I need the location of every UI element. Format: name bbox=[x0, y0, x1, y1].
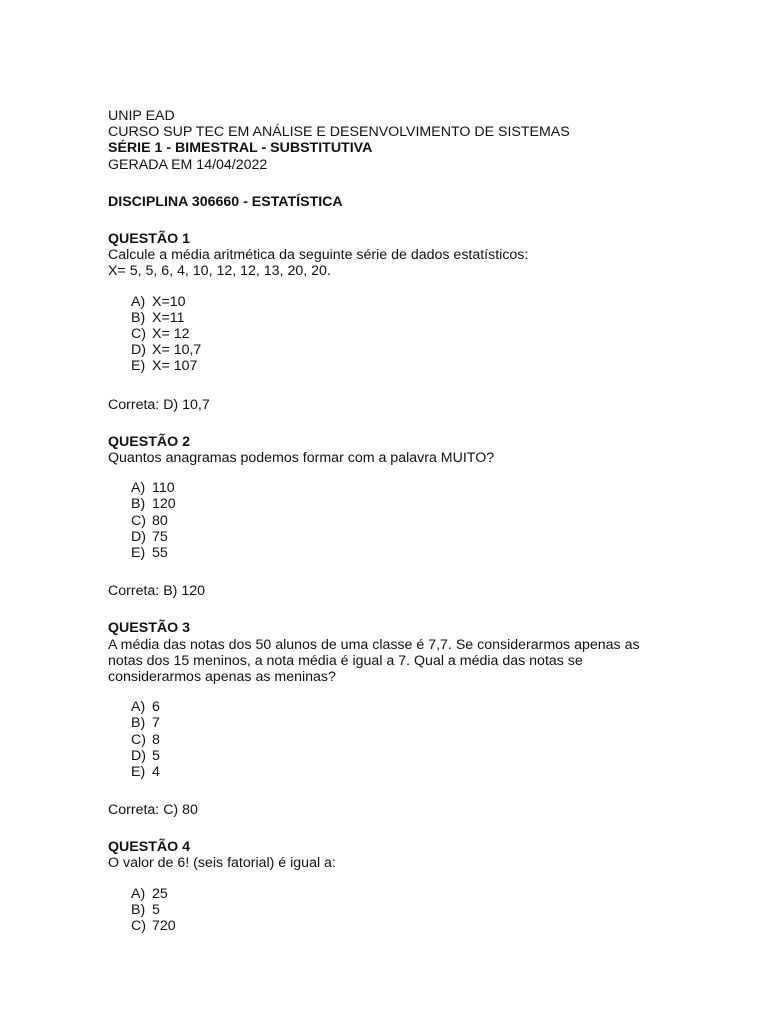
generated-date: GERADA EM 14/04/2022 bbox=[108, 156, 268, 173]
option-text: 6 bbox=[152, 699, 160, 716]
option-letter: A) bbox=[131, 480, 146, 497]
option-item bbox=[131, 496, 661, 512]
question-text-line: considerarmos apenas as meninas? bbox=[108, 668, 336, 685]
option-text: 55 bbox=[152, 544, 168, 561]
correct-answer: Correta: D) 10,7 bbox=[108, 396, 210, 413]
option-letter: A) bbox=[131, 699, 146, 716]
question-text-line: Calcule a média aritmética da seguinte série de dados estatísticos: bbox=[108, 247, 529, 264]
option-item bbox=[131, 699, 661, 715]
option-letter: E) bbox=[131, 763, 146, 780]
option-item bbox=[131, 545, 661, 561]
option-text: 7 bbox=[152, 715, 160, 732]
option-letter: B) bbox=[131, 901, 146, 918]
option-letter: C) bbox=[131, 512, 146, 529]
option-text: 80 bbox=[152, 512, 168, 529]
options-list bbox=[108, 294, 661, 375]
correct-answer: Correta: B) 120 bbox=[108, 583, 205, 600]
option-item bbox=[131, 715, 661, 731]
option-item bbox=[131, 732, 661, 748]
question-text-line: notas dos 15 meninos, a nota média é igual a 7. Qual a média das notas se bbox=[108, 652, 583, 669]
option-letter: D) bbox=[131, 342, 146, 359]
option-text: X=10 bbox=[152, 293, 186, 310]
option-text: 8 bbox=[152, 731, 160, 748]
option-text: X=11 bbox=[152, 309, 185, 326]
option-letter: B) bbox=[131, 496, 146, 513]
option-item bbox=[131, 748, 661, 764]
option-text: 120 bbox=[152, 496, 176, 513]
option-text: 720 bbox=[152, 918, 176, 935]
option-letter: C) bbox=[131, 731, 146, 748]
option-text: 5 bbox=[152, 747, 160, 764]
question-1 bbox=[108, 231, 661, 413]
option-letter: D) bbox=[131, 528, 146, 545]
option-item bbox=[131, 764, 661, 780]
question-4 bbox=[108, 839, 661, 934]
option-letter: A) bbox=[131, 885, 146, 902]
option-text: 75 bbox=[152, 528, 168, 545]
course-name: CURSO SUP TEC EM ANÁLISE E DESENVOLVIMENTO DE SISTEMAS bbox=[108, 124, 570, 141]
option-letter: E) bbox=[131, 358, 146, 375]
correct-answer: Correta: C) 80 bbox=[108, 802, 198, 819]
option-text: X= 12 bbox=[152, 326, 190, 342]
option-text: 110 bbox=[152, 480, 175, 497]
option-text: 25 bbox=[152, 885, 168, 902]
option-text: X= 107 bbox=[152, 358, 198, 375]
option-item bbox=[131, 310, 661, 326]
option-letter: A) bbox=[131, 293, 146, 310]
option-item bbox=[131, 513, 661, 529]
option-letter: C) bbox=[131, 326, 146, 342]
question-2 bbox=[108, 434, 661, 600]
question-text-line: O valor de 6! (seis fatorial) é igual a: bbox=[108, 855, 336, 872]
option-item bbox=[131, 326, 661, 342]
option-letter: E) bbox=[131, 544, 146, 561]
option-item bbox=[131, 480, 661, 496]
option-text: 4 bbox=[152, 763, 160, 780]
question-title: QUESTÃO 3 bbox=[108, 620, 190, 637]
option-letter: B) bbox=[131, 715, 146, 732]
option-item bbox=[131, 918, 661, 934]
document-page bbox=[108, 108, 661, 934]
option-item bbox=[131, 902, 661, 918]
option-letter: D) bbox=[131, 747, 146, 764]
option-item bbox=[131, 342, 661, 358]
option-item bbox=[131, 294, 661, 310]
option-letter: B) bbox=[131, 309, 146, 326]
options-list bbox=[108, 886, 661, 935]
option-letter: C) bbox=[131, 918, 146, 935]
question-title: QUESTÃO 2 bbox=[108, 433, 190, 450]
question-text-line: X= 5, 5, 6, 4, 10, 12, 12, 13, 20, 20. bbox=[108, 263, 331, 280]
document-header bbox=[108, 108, 661, 173]
question-text-line: A média das notas dos 50 alunos de uma classe é 7,7. Se considerarmos apenas as bbox=[108, 636, 640, 653]
option-item bbox=[131, 886, 661, 902]
question-3 bbox=[108, 620, 661, 818]
exam-series: SÉRIE 1 - BIMESTRAL - SUBSTITUTIVA bbox=[108, 140, 373, 157]
institution-name: UNIP EAD bbox=[108, 108, 175, 124]
options-list bbox=[108, 699, 661, 780]
discipline-title: DISCIPLINA 306660 - ESTATÍSTICA bbox=[108, 193, 343, 210]
option-text: 5 bbox=[152, 901, 160, 918]
question-title: QUESTÃO 1 bbox=[108, 231, 190, 248]
option-text: X= 10,7 bbox=[152, 342, 202, 359]
options-list bbox=[108, 480, 661, 561]
option-item bbox=[131, 529, 661, 545]
question-title: QUESTÃO 4 bbox=[108, 839, 190, 856]
option-item bbox=[131, 358, 661, 374]
question-text-line: Quantos anagramas podemos formar com a palavra MUITO? bbox=[108, 449, 495, 466]
